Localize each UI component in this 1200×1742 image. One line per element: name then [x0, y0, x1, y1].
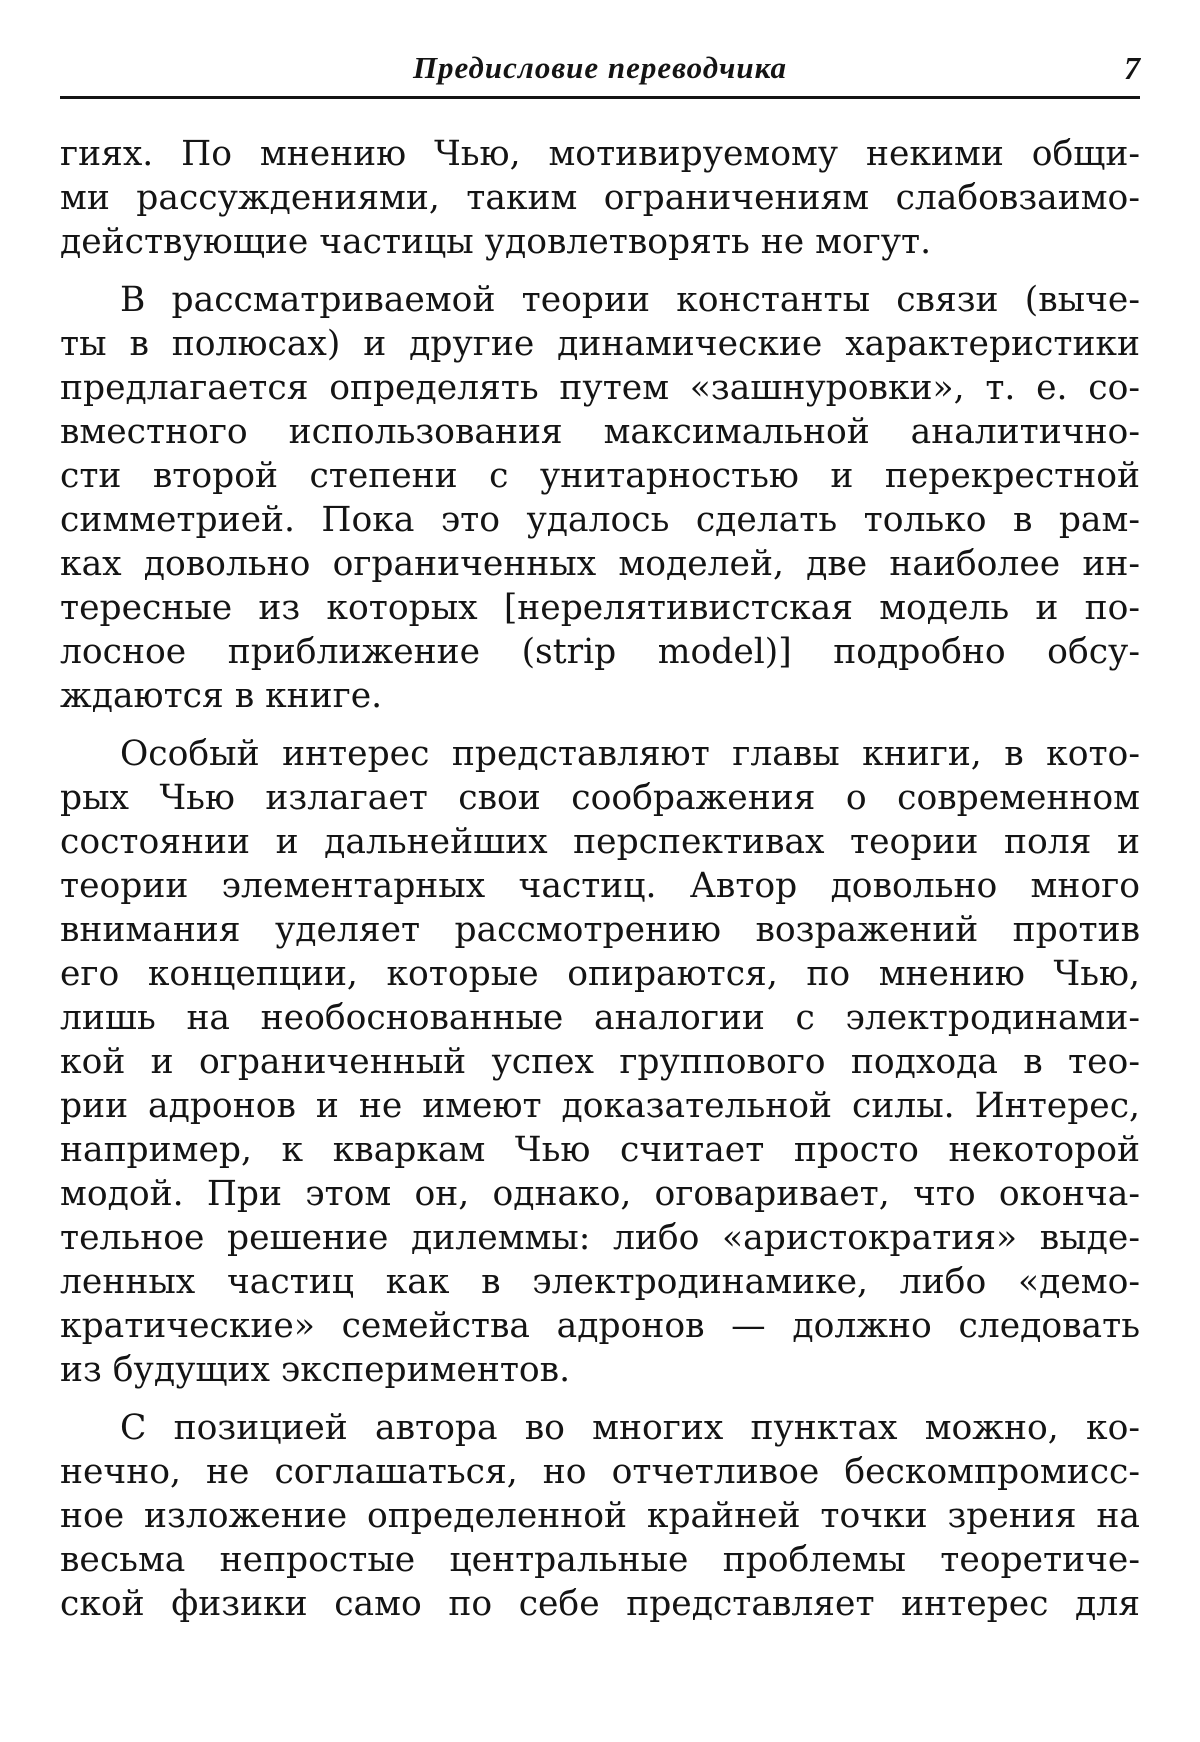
paragraph — [60, 1406, 1140, 1626]
paragraph — [60, 132, 1140, 264]
text-line: его концепции, которые опираются, по мнению Чью, — [60, 954, 1140, 994]
text-line: модой. При этом он, однако, оговаривает, что оконча- — [60, 1174, 1140, 1214]
text-line: лишь на необоснованные аналогии с электродинами- — [60, 998, 1140, 1038]
text-line: кратические» семейства адронов — должно следовать — [60, 1306, 1140, 1346]
text-line: сти второй степени с унитарностью и перекрестной — [60, 456, 1140, 496]
text-line: из будущих экспериментов. — [60, 1350, 571, 1390]
text-line: ное изложение определенной крайней точки зрения на — [60, 1496, 1140, 1536]
text-line: вместного использования максимальной аналитично- — [60, 412, 1140, 452]
text-line: гиях. По мнению Чью, мотивируемому некими общи- — [60, 134, 1140, 174]
text-line: рии адронов и не имеют доказательной силы. Интерес, — [60, 1086, 1140, 1126]
running-head — [60, 50, 1140, 90]
text-line: тересные из которых [нерелятивистская модель и по- — [60, 588, 1140, 628]
text-line: теории элементарных частиц. Автор довольно много — [60, 866, 1140, 906]
text-line: ждаются в книге. — [60, 676, 383, 716]
text-line: лосное приближение (strip model)] подробно обсу- — [60, 632, 1140, 672]
paragraph — [60, 732, 1140, 1392]
text-line: предлагается определять путем «зашнуровки», т. е. со- — [60, 368, 1140, 408]
running-title: Предисловие переводчика — [412, 50, 788, 85]
text-line: ках довольно ограниченных моделей, две наиболее ин- — [60, 544, 1140, 584]
page-number: 7 — [1124, 50, 1140, 86]
text-line: В рассматриваемой теории константы связи (выче- — [120, 280, 1140, 320]
text-line: например, к кваркам Чью считает просто некоторой — [60, 1130, 1140, 1170]
text-line: ми рассуждениями, таким ограничениям слабовзаимо- — [60, 178, 1140, 218]
text-line: симметрией. Пока это удалось сделать только в рам- — [60, 500, 1140, 540]
body-text — [60, 132, 1140, 1626]
text-line: Особый интерес представляют главы книги, в кото- — [120, 734, 1140, 774]
text-line: тельное решение дилеммы: либо «аристократия» выде- — [60, 1218, 1140, 1258]
text-line: внимания уделяет рассмотрению возражений против — [60, 910, 1140, 950]
text-line: ской физики само по себе представляет интерес для — [60, 1584, 1140, 1624]
text-line: состоянии и дальнейших перспективах теории поля и — [60, 822, 1140, 862]
paragraph — [60, 278, 1140, 718]
text-line: кой и ограниченный успех группового подхода в тео- — [60, 1042, 1140, 1082]
text-line: С позицией автора во многих пунктах можно, ко- — [120, 1408, 1140, 1448]
text-line: действующие частицы удовлетворять не могут. — [60, 222, 932, 262]
text-line: ленных частиц как в электродинамике, либо «демо- — [60, 1262, 1140, 1302]
header-rule — [60, 96, 1140, 99]
text-line: ты в полюсах) и другие динамические характеристики — [60, 324, 1140, 364]
text-line: весьма непростые центральные проблемы теоретиче- — [60, 1540, 1140, 1580]
text-line: нечно, не соглашаться, но отчетливое бескомпромисс- — [60, 1452, 1140, 1492]
text-line: рых Чью излагает свои соображения о современном — [60, 778, 1140, 818]
